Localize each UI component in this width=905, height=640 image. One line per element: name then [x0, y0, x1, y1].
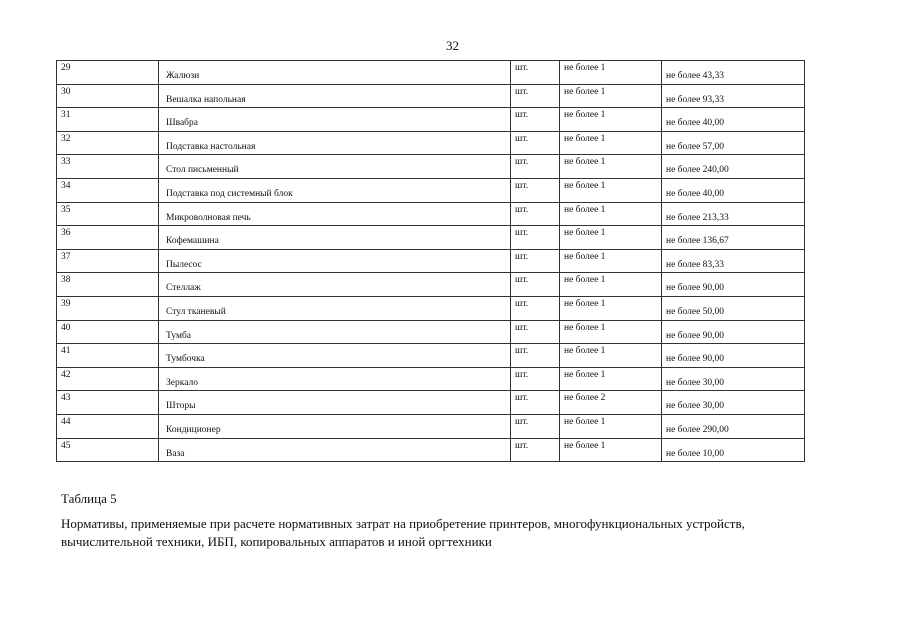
price-cell-text: не более 93,33 [666, 94, 725, 105]
row-number-cell [57, 178, 159, 202]
quantity-cell [560, 178, 662, 202]
item-name-cell [159, 273, 511, 297]
price-cell-text: не более 43,33 [666, 71, 725, 81]
item-name-cell [159, 391, 511, 415]
quantity-cell-text: не более 1 [564, 322, 606, 333]
item-name-cell [159, 249, 511, 273]
price-cell-text: не более 136,67 [666, 236, 729, 247]
unit-cell-text: шт. [515, 369, 529, 380]
unit-cell-text: шт. [515, 393, 529, 404]
price-cell [662, 178, 805, 202]
item-name-cell [159, 367, 511, 391]
quantity-cell-text: не более 1 [564, 416, 606, 427]
table-row [57, 61, 805, 85]
item-name-cell-text: Шторы [166, 401, 196, 412]
unit-cell [511, 249, 560, 273]
item-name-cell [159, 131, 511, 155]
price-cell [662, 391, 805, 415]
item-name-cell [159, 344, 511, 368]
price-cell [662, 438, 805, 462]
price-cell-text: не более 83,33 [666, 259, 725, 270]
item-name-cell-text: Кондиционер [166, 424, 221, 435]
price-cell [662, 296, 805, 320]
quantity-cell-text: не более 1 [564, 204, 606, 215]
quantity-cell-text: не более 2 [564, 393, 606, 404]
quantity-cell-text: не более 1 [564, 369, 606, 380]
quantity-cell [560, 61, 662, 85]
quantity-cell [560, 320, 662, 344]
row-number-cell-text: 40 [61, 322, 71, 333]
row-number-cell [57, 61, 159, 85]
row-number-cell-text: 32 [61, 133, 71, 144]
row-number-cell-text: 45 [61, 440, 71, 451]
unit-cell [511, 178, 560, 202]
unit-cell [511, 131, 560, 155]
price-cell-text: не более 240,00 [666, 165, 729, 176]
item-name-cell [159, 202, 511, 226]
price-cell [662, 131, 805, 155]
unit-cell [511, 414, 560, 438]
table-row [57, 296, 805, 320]
unit-cell-text: шт. [515, 298, 529, 309]
quantity-cell [560, 249, 662, 273]
table-row [57, 273, 805, 297]
item-name-cell [159, 178, 511, 202]
quantity-cell-text: не более 1 [564, 157, 606, 168]
quantity-cell [560, 131, 662, 155]
item-name-cell-text: Микроволновая печь [166, 212, 251, 223]
unit-cell-text: шт. [515, 86, 529, 97]
price-cell [662, 249, 805, 273]
row-number-cell [57, 108, 159, 132]
quantity-cell-text: не более 1 [564, 346, 606, 357]
item-name-cell-text: Жалюзи [166, 71, 200, 81]
item-name-cell [159, 61, 511, 85]
norms-table [56, 60, 805, 462]
row-number-cell-text: 41 [61, 346, 71, 357]
row-number-cell-text: 35 [61, 204, 71, 215]
row-number-cell [57, 414, 159, 438]
row-number-cell-text: 29 [61, 63, 71, 73]
price-cell-text: не более 50,00 [666, 306, 725, 317]
row-number-cell-text: 36 [61, 228, 71, 239]
table-row [57, 178, 805, 202]
unit-cell [511, 296, 560, 320]
row-number-cell [57, 155, 159, 179]
table-title: Нормативы, применяемые при расчете нормативных затрат на приобретение принтеров, многофункциональных устройств, вычислительной техники, ИБП, копировальных аппаратов и иной оргтехники [61, 516, 745, 549]
item-name-cell-text: Ваза [166, 448, 185, 459]
item-name-cell-text: Кофемашина [166, 236, 219, 247]
price-cell-text: не более 90,00 [666, 283, 725, 294]
price-cell-text: не более 30,00 [666, 401, 725, 412]
unit-cell [511, 344, 560, 368]
table-row [57, 320, 805, 344]
item-name-cell-text: Стеллаж [166, 283, 201, 294]
quantity-cell-text: не более 1 [564, 251, 606, 262]
price-cell [662, 320, 805, 344]
quantity-cell [560, 414, 662, 438]
row-number-cell-text: 43 [61, 393, 71, 404]
row-number-cell [57, 438, 159, 462]
unit-cell-text: шт. [515, 416, 529, 427]
price-cell-text: не более 213,33 [666, 212, 729, 223]
price-cell-text: не более 290,00 [666, 424, 729, 435]
price-cell [662, 273, 805, 297]
price-cell [662, 367, 805, 391]
item-name-cell-text: Подставка настольная [166, 141, 256, 152]
table-row [57, 438, 805, 462]
quantity-cell-text: не более 1 [564, 63, 606, 73]
price-cell-text: не более 90,00 [666, 354, 725, 365]
quantity-cell [560, 84, 662, 108]
item-name-cell [159, 414, 511, 438]
price-cell-text: не более 90,00 [666, 330, 725, 341]
table-row [57, 391, 805, 415]
item-name-cell [159, 84, 511, 108]
quantity-cell-text: не более 1 [564, 298, 606, 309]
table-row [57, 202, 805, 226]
price-cell-text: не более 30,00 [666, 377, 725, 388]
unit-cell-text: шт. [515, 63, 529, 73]
item-name-cell-text: Зеркало [166, 377, 198, 388]
unit-cell [511, 320, 560, 344]
quantity-cell-text: не более 1 [564, 440, 606, 451]
table-row [57, 344, 805, 368]
quantity-cell [560, 202, 662, 226]
row-number-cell-text: 33 [61, 157, 71, 168]
unit-cell [511, 61, 560, 85]
row-number-cell [57, 273, 159, 297]
item-name-cell [159, 296, 511, 320]
price-cell [662, 202, 805, 226]
row-number-cell-text: 30 [61, 86, 71, 97]
table-row [57, 414, 805, 438]
item-name-cell-text: Подставка под системный блок [166, 188, 293, 199]
quantity-cell [560, 438, 662, 462]
quantity-cell [560, 273, 662, 297]
quantity-cell [560, 391, 662, 415]
unit-cell-text: шт. [515, 228, 529, 239]
item-name-cell-text: Пылесос [166, 259, 202, 270]
table-row [57, 108, 805, 132]
unit-cell [511, 108, 560, 132]
quantity-cell [560, 108, 662, 132]
quantity-cell [560, 226, 662, 250]
unit-cell [511, 391, 560, 415]
row-number-cell-text: 31 [61, 110, 71, 121]
item-name-cell [159, 438, 511, 462]
quantity-cell [560, 344, 662, 368]
row-number-cell-text: 34 [61, 180, 71, 191]
row-number-cell [57, 391, 159, 415]
unit-cell [511, 226, 560, 250]
price-cell-text: не более 57,00 [666, 141, 725, 152]
price-cell-text: не более 10,00 [666, 448, 725, 459]
norms-table-body [57, 61, 805, 462]
unit-cell-text: шт. [515, 275, 529, 286]
price-cell [662, 226, 805, 250]
item-name-cell-text: Тумба [166, 330, 192, 341]
table-row [57, 155, 805, 179]
item-name-cell-text: Вешалка напольная [166, 94, 246, 105]
item-name-cell [159, 320, 511, 344]
item-name-cell [159, 155, 511, 179]
unit-cell-text: шт. [515, 110, 529, 121]
unit-cell-text: шт. [515, 204, 529, 215]
unit-cell-text: шт. [515, 322, 529, 333]
quantity-cell-text: не более 1 [564, 180, 606, 191]
table-row [57, 226, 805, 250]
quantity-cell-text: не более 1 [564, 228, 606, 239]
unit-cell-text: шт. [515, 346, 529, 357]
unit-cell-text: шт. [515, 133, 529, 144]
row-number-cell-text: 44 [61, 416, 71, 427]
table-row [57, 84, 805, 108]
quantity-cell [560, 296, 662, 320]
row-number-cell [57, 367, 159, 391]
unit-cell [511, 84, 560, 108]
price-cell [662, 108, 805, 132]
quantity-cell-text: не более 1 [564, 86, 606, 97]
quantity-cell-text: не более 1 [564, 110, 606, 121]
price-cell-text: не более 40,00 [666, 188, 725, 199]
row-number-cell [57, 296, 159, 320]
quantity-cell-text: не более 1 [564, 275, 606, 286]
quantity-cell [560, 367, 662, 391]
unit-cell [511, 202, 560, 226]
unit-cell-text: шт. [515, 180, 529, 191]
row-number-cell [57, 202, 159, 226]
row-number-cell-text: 38 [61, 275, 71, 286]
quantity-cell-text: не более 1 [564, 133, 606, 144]
row-number-cell [57, 226, 159, 250]
row-number-cell [57, 249, 159, 273]
table-caption: Таблица 5 [61, 491, 117, 506]
unit-cell [511, 155, 560, 179]
price-cell [662, 84, 805, 108]
quantity-cell [560, 155, 662, 179]
table-row [57, 367, 805, 391]
unit-cell [511, 367, 560, 391]
table-row [57, 131, 805, 155]
row-number-cell [57, 320, 159, 344]
price-cell [662, 344, 805, 368]
item-name-cell-text: Стул тканевый [166, 306, 226, 317]
price-cell [662, 414, 805, 438]
unit-cell-text: шт. [515, 440, 529, 451]
row-number-cell-text: 42 [61, 369, 71, 380]
table-row [57, 249, 805, 273]
row-number-cell-text: 37 [61, 251, 71, 262]
price-cell [662, 61, 805, 85]
row-number-cell [57, 344, 159, 368]
price-cell [662, 155, 805, 179]
page-number: 32 [446, 38, 459, 53]
row-number-cell-text: 39 [61, 298, 71, 309]
price-cell-text: не более 40,00 [666, 118, 725, 129]
item-name-cell-text: Тумбочка [166, 354, 205, 365]
item-name-cell-text: Швабра [166, 118, 198, 129]
item-name-cell-text: Стол письменный [166, 165, 239, 176]
unit-cell-text: шт. [515, 157, 529, 168]
item-name-cell [159, 226, 511, 250]
unit-cell [511, 273, 560, 297]
unit-cell [511, 438, 560, 462]
row-number-cell [57, 131, 159, 155]
row-number-cell [57, 84, 159, 108]
item-name-cell [159, 108, 511, 132]
unit-cell-text: шт. [515, 251, 529, 262]
